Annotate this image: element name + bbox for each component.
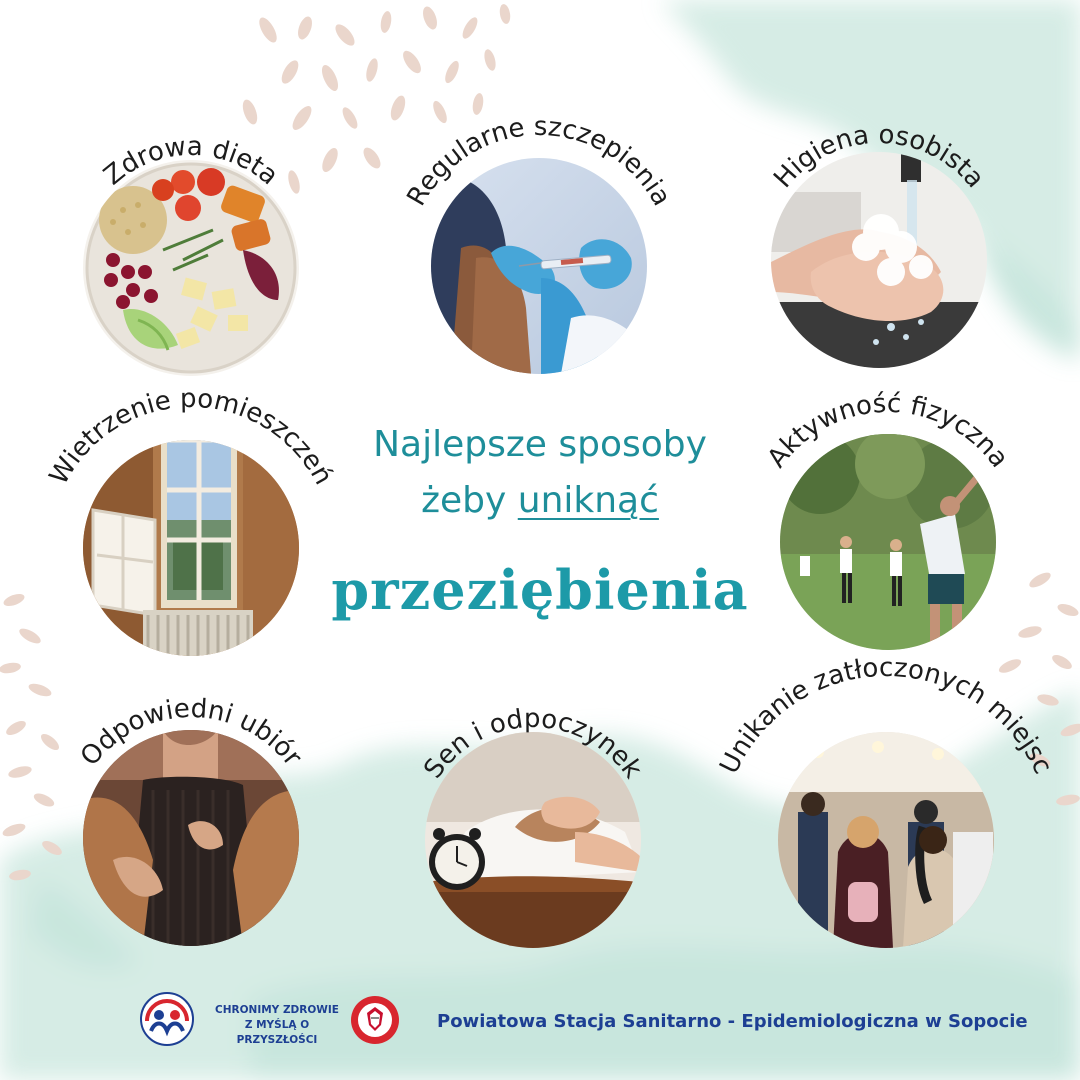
tip-label-aktywnosc-fizyczna: Aktywność fizyczna [761, 388, 1015, 474]
headline: przeziębienia [331, 558, 749, 622]
tip-label-regularne-szczepienia: Regularne szczepienia [401, 111, 677, 212]
sanitary-inspection-seal-icon [350, 995, 400, 1045]
tip-label-zdrowa-dieta: Zdrowa dieta [98, 131, 284, 192]
tip-label-sen-i-odpoczynek: Sen i odpoczynek [418, 703, 648, 785]
title-line-2-prefix: żeby [421, 480, 507, 521]
organization-name: Powiatowa Stacja Sanitarno - Epidemiologiczna w Sopocie [437, 1011, 1028, 1032]
tip-label-odpowiedni-ubior: Odpowiedni ubiór [74, 693, 308, 772]
tip-label-wietrzenie-pomieszczen: Wietrzenie pomieszczeń [43, 383, 339, 490]
title-line-2-underlined: uniknąć [517, 480, 659, 521]
program-logo-text: CHRONIMY ZDROWIE Z MYŚLĄ O PRZYSZŁOŚCI [215, 1004, 339, 1046]
title-line-2 [330, 480, 750, 521]
tip-label-higiena-osobista: Higiena osobista [768, 119, 990, 194]
program-logo-icon [139, 991, 195, 1047]
tip-label-unikanie-zatloczonych-miejsc: Unikanie zatłoczonych miejsc [714, 652, 1058, 779]
title-line-1: Najlepsze sposoby [373, 424, 707, 465]
